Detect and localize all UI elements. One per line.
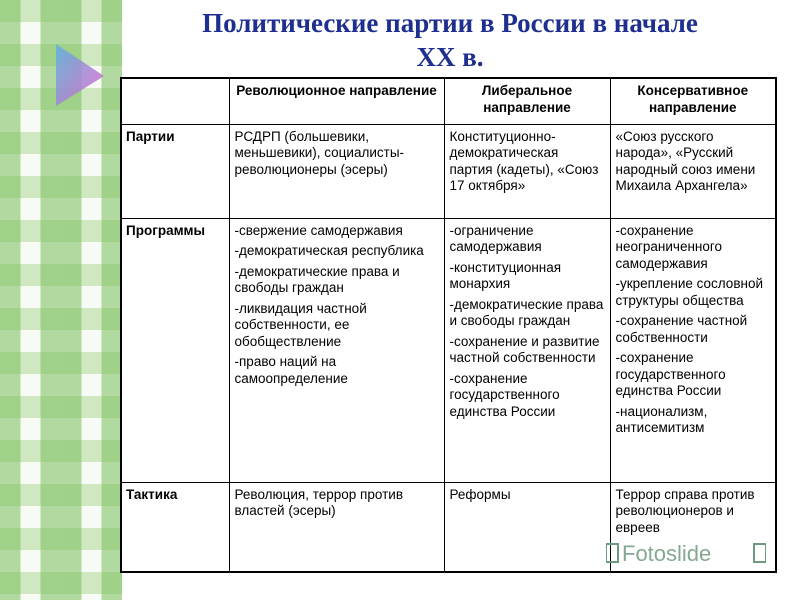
cell-text: РСДРП (большевики, меньшевики), социалисты-революционеры (эсеры) [234, 128, 405, 177]
parties-table [120, 77, 777, 573]
row-label-tactics: Тактика [121, 482, 229, 572]
header-revolutionary: Революционное направление [229, 78, 444, 124]
header-liberal: Либеральное направление [444, 78, 610, 124]
row-label-programs: Программы [121, 218, 229, 482]
list-item: -ликвидация частной собственности, ее обобществление [234, 300, 367, 349]
cell-text: «Союз русского народа», «Русский народный союз имени Михаила Архангела» [615, 128, 756, 193]
list-item: -свержение самодержавия [234, 222, 403, 238]
list-item: -демократические права и свободы граждан [234, 263, 400, 295]
header-conservative: Консервативное направление [610, 78, 776, 124]
cell-text: Террор справа против революционеров и евреев [615, 486, 755, 535]
cell-text: Реформы [449, 486, 511, 502]
cell-parties-liberal [444, 124, 610, 218]
header-empty [121, 78, 229, 124]
cell-text: Конституционно-демократическая партия (кадеты), «Союз 17 октября» [449, 128, 599, 193]
row-label-parties: Партии [121, 124, 229, 218]
cell-tactics-liberal [444, 482, 610, 572]
page-title [130, 6, 770, 74]
cell-parties-revolutionary [229, 124, 444, 218]
pointer-arrow-icon [48, 40, 108, 110]
table-row-programs [121, 218, 776, 482]
list-item: -демократические права и свободы граждан [449, 296, 604, 328]
cell-programs-revolutionary [229, 218, 444, 482]
list-item: -укрепление сословной структуры общества [615, 276, 763, 308]
list-item: -демократическая республика [234, 243, 424, 258]
title-line-2: XX в. [416, 42, 484, 72]
list-item: -сохранение частной собственности [615, 313, 748, 345]
watermark-text: Fotoslide [622, 541, 712, 566]
cell-tactics-revolutionary [229, 482, 444, 572]
list-item: -сохранение государственного единства России [615, 350, 726, 398]
cell-programs-liberal [444, 218, 610, 482]
list-item: -сохранение неограниченного самодержавия [615, 222, 723, 271]
list-item: -сохранение и развитие частной собственности [449, 333, 600, 365]
list-item: -сохранение государственного единства России [449, 370, 560, 419]
list-item: -национализм, антисемитизм [615, 403, 708, 435]
cell-programs-conservative [610, 218, 776, 482]
title-line-1: Политические партии в России в начале [202, 8, 698, 38]
list-item: -право наций на самоопределение [234, 354, 348, 386]
list-item: -ограничение самодержавия [449, 222, 542, 254]
list-item: -конституционная монархия [449, 259, 562, 291]
cell-parties-conservative [610, 124, 776, 218]
table-header-row [121, 78, 776, 124]
table-row-parties [121, 124, 776, 218]
cell-text: Революция, террор против властей (эсеры) [234, 486, 403, 518]
